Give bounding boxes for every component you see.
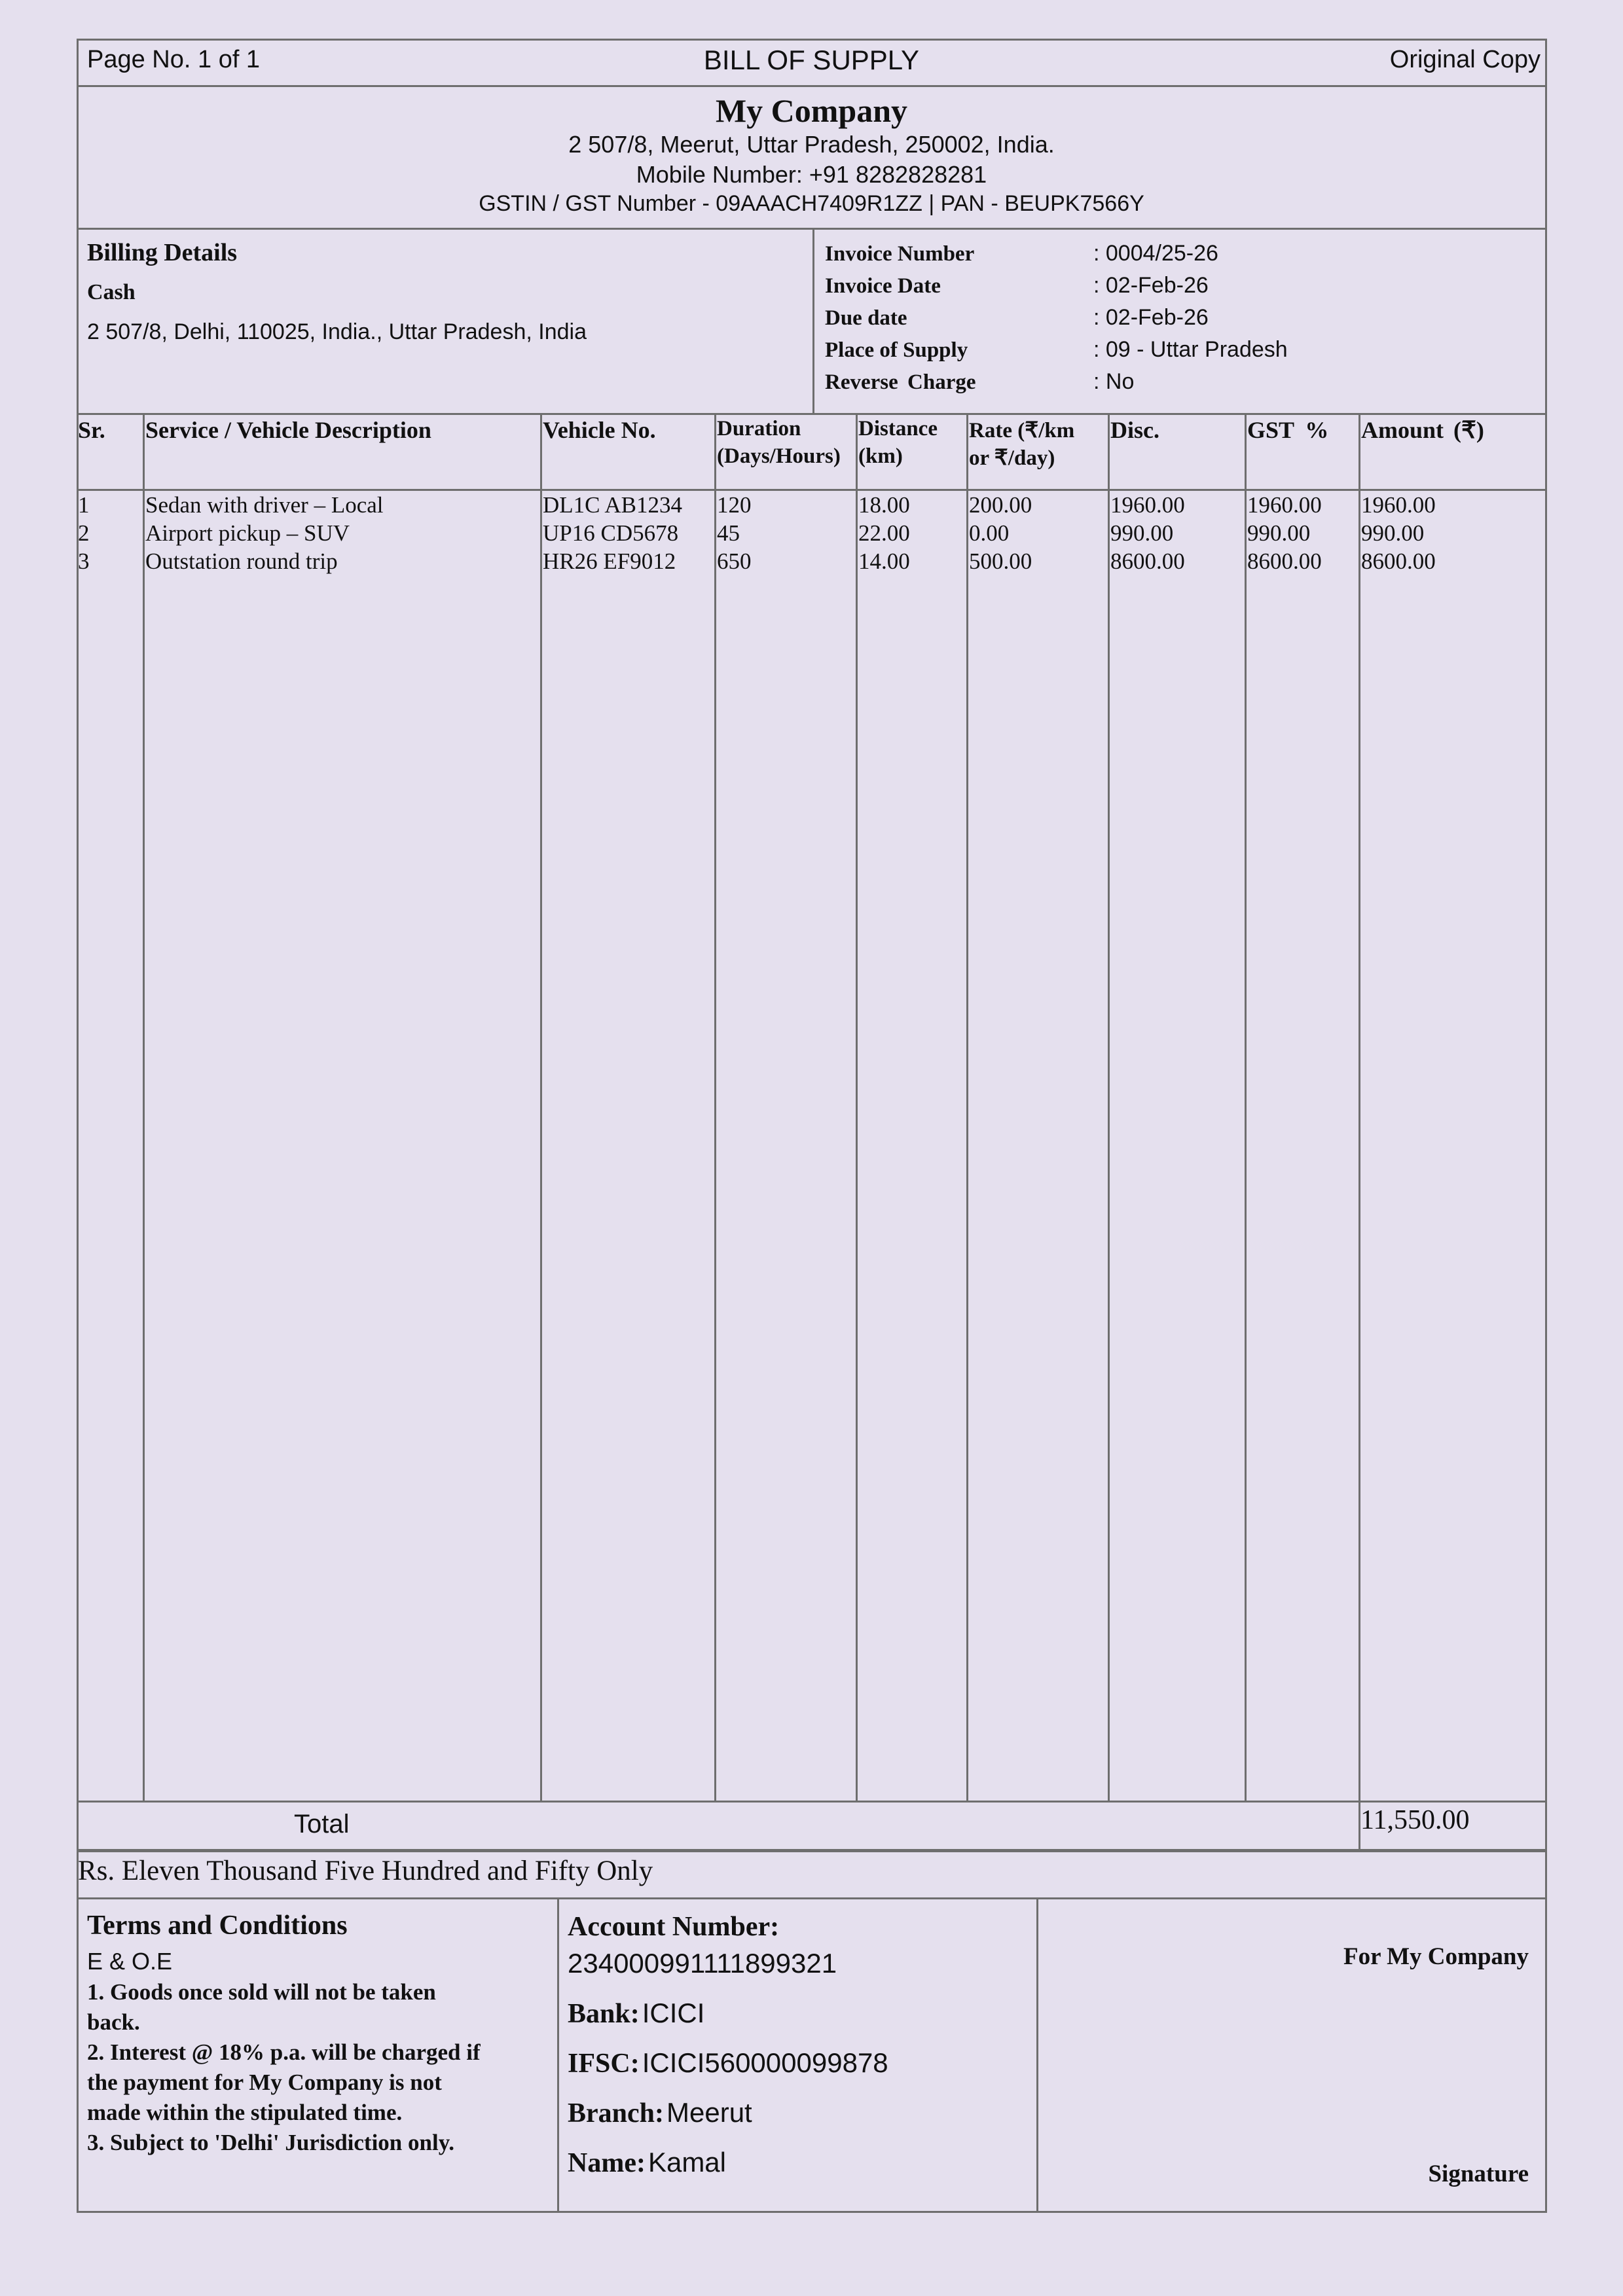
cell-gst: 8600.00 [1247, 548, 1322, 574]
th-distance-line2: (km) [858, 444, 903, 468]
th-rate-line1: Rate (₹/km [969, 419, 1075, 442]
cell-duration: 45 [717, 520, 740, 546]
cell-description: Airport pickup – SUV [145, 520, 350, 546]
words-bottom-border [77, 1897, 1547, 1899]
cell-sr: 2 [78, 520, 90, 546]
cell-gst: 1960.00 [1247, 492, 1322, 518]
invoice-date-label: Invoice Date [825, 274, 941, 298]
cell-distance: 18.00 [858, 492, 910, 518]
billing-address: 2 507/8, Delhi, 110025, India., Uttar Pradesh, India [87, 319, 587, 344]
cell-rate: 200.00 [969, 492, 1032, 518]
invoice-number-label: Invoice Number [825, 242, 975, 266]
total-top-border [77, 1801, 1547, 1803]
account-name-row [568, 2147, 726, 2179]
cell-disc: 1960.00 [1110, 492, 1185, 518]
account-number-label: Account Number: [568, 1912, 780, 1942]
page-number: Page No. 1 of 1 [87, 46, 261, 73]
reverse-charge-value: : No [1093, 369, 1135, 394]
company-divider [77, 228, 1547, 230]
for-company: For My Company [1343, 1943, 1529, 1970]
table-row [0, 492, 1623, 520]
th-disc: Disc. [1110, 417, 1159, 443]
col-divider-gst [1359, 413, 1360, 1850]
cell-sr: 3 [78, 548, 90, 574]
company-name: My Company [715, 92, 908, 129]
cell-rate: 0.00 [969, 520, 1010, 546]
copy-label: Original Copy [1389, 46, 1541, 73]
place-of-supply-label: Place of Supply [825, 338, 968, 362]
col-divider-vehicle [714, 413, 716, 1802]
reverse-charge-label: Reverse Charge [825, 370, 976, 394]
cell-duration: 120 [717, 492, 752, 518]
cell-amount: 990.00 [1361, 520, 1425, 546]
cell-duration: 650 [717, 548, 752, 574]
cell-distance: 14.00 [858, 548, 910, 574]
col-divider-distance [966, 413, 968, 1802]
company-mobile: Mobile Number: +91 8282828281 [636, 161, 987, 188]
cell-vehicle: DL1C AB1234 [543, 492, 682, 518]
th-duration-line2: (Days/Hours) [717, 444, 841, 468]
ifsc-value: ICICI560000099878 [642, 2047, 888, 2078]
cell-disc: 8600.00 [1110, 548, 1185, 574]
branch-row [568, 2097, 752, 2129]
cell-description: Outstation round trip [145, 548, 338, 574]
branch-label: Branch: [568, 2098, 664, 2128]
company-gst-pan: GSTIN / GST Number - 09AAACH7409R1ZZ | PAN - BEUPK7566Y [479, 191, 1144, 216]
table-row [0, 548, 1623, 577]
cell-sr: 1 [78, 492, 90, 518]
term-2-line-2: the payment for My Company is not [87, 2070, 442, 2095]
th-distance-line1: Distance [858, 417, 938, 440]
invoice-date-value: : 02-Feb-26 [1093, 273, 1209, 298]
total-bottom-border [77, 1849, 1547, 1852]
table-header-divider [77, 489, 1547, 491]
ifsc-row [568, 2047, 888, 2079]
place-of-supply-value: : 09 - Uttar Pradesh [1093, 337, 1288, 362]
signature-label: Signature [1428, 2161, 1529, 2187]
col-divider-rate [1108, 413, 1110, 1802]
th-gst: GST % [1247, 417, 1329, 443]
cell-vehicle: UP16 CD5678 [543, 520, 679, 546]
term-1-line-2: back. [87, 2009, 140, 2035]
header-divider [77, 85, 1547, 87]
document-title: BILL OF SUPPLY [703, 45, 920, 75]
footer-divider-1 [557, 1897, 559, 2213]
branch-value: Meerut [666, 2097, 752, 2128]
invoice-number-value: : 0004/25-26 [1093, 241, 1218, 266]
table-row [0, 520, 1623, 548]
cell-description: Sedan with driver – Local [145, 492, 384, 518]
billing-bottom-border [77, 413, 1547, 415]
footer-divider-2 [1036, 1897, 1038, 2213]
account-name-label: Name: [568, 2148, 646, 2178]
company-address: 2 507/8, Meerut, Uttar Pradesh, 250002, India. [568, 131, 1055, 158]
bank-value: ICICI [642, 1998, 705, 2028]
term-2-line-1: 2. Interest @ 18% p.a. will be charged if [87, 2039, 481, 2065]
bank-row [568, 1998, 704, 2030]
terms-eoe: E & O.E [87, 1948, 173, 1975]
th-rate-line2: or ₹/day) [969, 446, 1055, 470]
term-2-line-3: made within the stipulated time. [87, 2100, 403, 2125]
col-divider-disc [1245, 413, 1247, 1802]
amount-in-words: Rs. Eleven Thousand Five Hundred and Fifty Only [78, 1856, 653, 1886]
billing-invoice-divider [812, 228, 814, 413]
col-divider-sr [143, 413, 145, 1802]
cell-amount: 1960.00 [1361, 492, 1436, 518]
ifsc-label: IFSC: [568, 2049, 640, 2079]
th-vehicle: Vehicle No. [543, 417, 656, 443]
th-sr: Sr. [78, 417, 105, 443]
bank-label: Bank: [568, 1999, 640, 2029]
due-date-value: : 02-Feb-26 [1093, 305, 1209, 330]
cell-disc: 990.00 [1110, 520, 1174, 546]
cell-amount: 8600.00 [1361, 548, 1436, 574]
billing-name: Cash [87, 280, 136, 304]
cell-rate: 500.00 [969, 548, 1032, 574]
account-name-value: Kamal [647, 2147, 727, 2178]
th-amount: Amount (₹) [1361, 417, 1484, 443]
th-duration-line1: Duration [717, 417, 801, 440]
term-3: 3. Subject to 'Delhi' Jurisdiction only. [87, 2130, 455, 2155]
billing-title: Billing Details [87, 239, 238, 266]
cell-vehicle: HR26 EF9012 [543, 548, 676, 574]
cell-distance: 22.00 [858, 520, 910, 546]
total-label: Total [294, 1810, 350, 1839]
th-description: Service / Vehicle Description [145, 417, 431, 443]
account-number-value: 234000991111899321 [568, 1948, 837, 1979]
due-date-label: Due date [825, 306, 907, 330]
total-value: 11,550.00 [1360, 1805, 1470, 1835]
term-1-line-1: 1. Goods once sold will not be taken [87, 1979, 436, 2005]
col-divider-desc [540, 413, 542, 1802]
col-divider-duration [856, 413, 858, 1802]
cell-gst: 990.00 [1247, 520, 1311, 546]
terms-title: Terms and Conditions [87, 1910, 348, 1941]
